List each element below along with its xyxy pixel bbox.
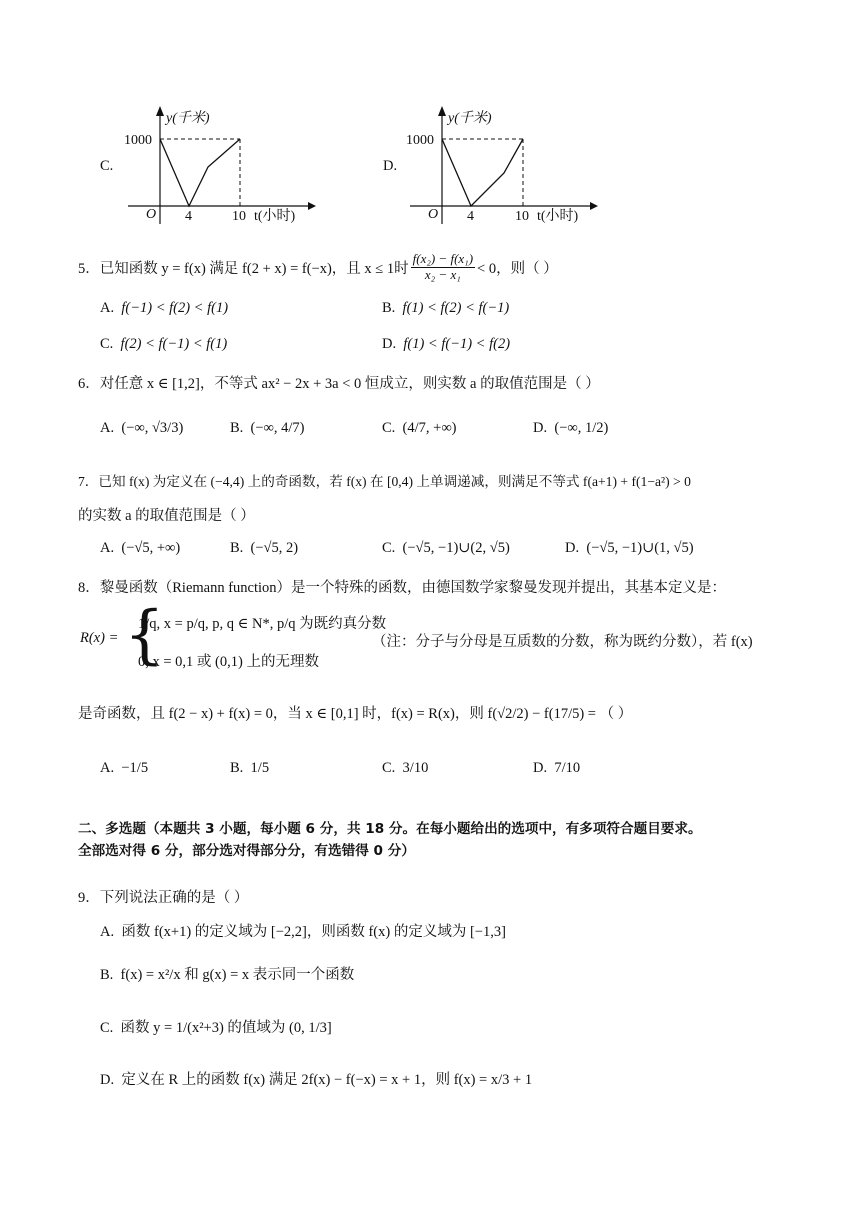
q8-option-a[interactable] — [100, 760, 148, 777]
q8-option-d-text: 7/10 — [554, 760, 581, 776]
graph-d-option-label: D. — [383, 158, 398, 174]
q9-option-d-label: D. — [100, 1072, 115, 1088]
q9-option-b[interactable] — [100, 963, 354, 984]
q6-option-d-text: (−∞, 1/2) — [554, 420, 609, 436]
q6-option-a-text: (−∞, √3/3) — [121, 420, 184, 436]
graph-c — [120, 100, 320, 230]
graph-c-y-arrow — [156, 106, 164, 116]
q7-option-d[interactable] — [565, 540, 694, 557]
q7-option-c-text: (−√5, −1)∪(2, √5) — [402, 540, 510, 556]
graph-c-origin: O — [146, 207, 157, 222]
q6-option-b-label: B. — [230, 420, 244, 436]
q8-option-a-text: −1/5 — [121, 760, 149, 776]
q6-stem: 6．对任意 x ∈ [1,2]，不等式 ax² − 2x + 3a < 0 恒成立，则实数 a 的取值范围是（ ） — [78, 376, 600, 392]
q7-option-a-label: A. — [100, 540, 115, 556]
q5-option-a-text: f(−1) < f(2) < f(1) — [121, 300, 229, 316]
q7-option-b-text: (−√5, 2) — [250, 540, 299, 556]
graph-d-x-label: t(小时) — [537, 209, 579, 224]
q8-def-note: （注：分子与分母是互质数的分数，称为既约分数），若 f(x) — [372, 634, 753, 650]
graph-c-curve — [160, 139, 240, 206]
q9-stem: 9．下列说法正确的是（ ） — [78, 890, 249, 906]
q5-frac-den: x₂ − x₁ — [424, 266, 461, 282]
q6-option-c[interactable] — [382, 420, 457, 437]
q7-option-d-text: (−√5, −1)∪(1, √5) — [586, 540, 694, 556]
q7-stem-line2: 的实数 a 的取值范围是（ ） — [78, 508, 255, 524]
q5-option-a-label: A. — [100, 300, 115, 316]
graph-c-y-label: y(千米) — [166, 111, 210, 126]
graph-d-origin: O — [428, 207, 439, 222]
q7-option-c-label: C. — [382, 540, 396, 556]
graph-c-x-tick-10: 10 — [232, 209, 246, 224]
graph-d-x-arrow — [590, 202, 598, 210]
q5-option-b[interactable] — [382, 300, 509, 317]
q5-option-c-label: C. — [100, 336, 114, 352]
q5-option-c-text: f(2) < f(−1) < f(1) — [120, 336, 228, 352]
q9-option-a-text: 函数 f(x+1) 的定义域为 [−2,2]，则函数 f(x) 的定义域为 [−1,3] — [121, 924, 506, 940]
q8-option-c-text: 3/10 — [402, 760, 429, 776]
graph-d-x-tick-4: 4 — [467, 209, 474, 224]
q7-option-d-label: D. — [565, 540, 580, 556]
q7-stem-line1: 7．已知 f(x) 为定义在 (−4,4) 上的奇函数，若 f(x) 在 [0,4) 上单调递减，则满足不等式 f(a+1) + f(1−a²) > 0 — [78, 474, 691, 489]
q6-option-d-label: D. — [533, 420, 548, 436]
q6-option-c-label: C. — [382, 420, 396, 436]
q8-option-c[interactable] — [382, 760, 428, 777]
q8-def-case1: 1/q, x = p/q, p, q ∈ N*, p/q 为既约真分数 — [138, 616, 387, 632]
q9-option-d[interactable] — [100, 1068, 532, 1089]
q8-option-b[interactable] — [230, 760, 269, 777]
q5-frac-num: f(x₂) − f(x₁) — [412, 251, 474, 266]
graph-c-x-label: t(小时) — [254, 209, 296, 224]
q8-stem-line3: 是奇函数，且 f(2 − x) + f(x) = 0，当 x ∈ [0,1] 时，f(x) = R(x)，则 f(√2/2) − f(17/5) = （ ） — [78, 706, 633, 722]
graph-c-x-tick-4: 4 — [185, 209, 192, 224]
q6-option-c-text: (4/7, +∞) — [402, 420, 457, 436]
q9-option-b-label: B. — [100, 967, 114, 983]
q7-option-b-label: B. — [230, 540, 244, 556]
q5-option-d-label: D. — [382, 336, 397, 352]
q8-option-b-text: 1/5 — [250, 760, 270, 776]
q9-option-c[interactable] — [100, 1016, 332, 1037]
graph-c-y-tick: 1000 — [124, 133, 152, 148]
q6-option-a-label: A. — [100, 420, 115, 436]
graph-d-curve — [442, 139, 523, 206]
q7-option-c[interactable] — [382, 540, 510, 557]
q7-option-b[interactable] — [230, 540, 298, 557]
q8-option-a-label: A. — [100, 760, 115, 776]
q9-option-c-label: C. — [100, 1020, 114, 1036]
q5-option-b-text: f(1) < f(2) < f(−1) — [402, 300, 510, 316]
q8-brace: { — [124, 598, 165, 672]
q6-option-d[interactable] — [533, 420, 608, 437]
q8-def-lhs: R(x) = — [80, 630, 119, 646]
q7-option-a-text: (−√5, +∞) — [121, 540, 181, 556]
q7-option-a[interactable] — [100, 540, 180, 557]
q8-option-d-label: D. — [533, 760, 548, 776]
graph-c-option-label: C. — [100, 158, 114, 174]
q9-option-a-label: A. — [100, 924, 115, 940]
q8-option-b-label: B. — [230, 760, 244, 776]
graph-d — [402, 100, 602, 230]
q6-option-b[interactable] — [230, 420, 305, 437]
q9-option-c-text: 函数 y = 1/(x²+3) 的值域为 (0, 1/3] — [120, 1020, 332, 1036]
q5-option-d-text: f(1) < f(−1) < f(2) — [403, 336, 511, 352]
q5-option-b-label: B. — [382, 300, 396, 316]
q9-option-b-text: f(x) = x²/x 和 g(x) = x 表示同一个函数 — [120, 967, 355, 983]
graph-d-y-tick: 1000 — [406, 133, 434, 148]
q8-option-d[interactable] — [533, 760, 580, 777]
graph-d-y-arrow — [438, 106, 446, 116]
q5-option-a[interactable] — [100, 300, 228, 317]
q6-option-b-text: (−∞, 4/7) — [250, 420, 305, 436]
graph-d-x-tick-10: 10 — [515, 209, 529, 224]
q9-option-d-text: 定义在 R 上的函数 f(x) 满足 2f(x) − f(−x) = x + 1，则 f(x) = x/3 + 1 — [121, 1072, 533, 1088]
section2-header-line2: 全部选对得 6 分，部分选对得部分分，有选错得 0 分） — [78, 843, 415, 859]
q5-stem — [78, 252, 558, 283]
q5-option-d[interactable] — [382, 336, 510, 353]
q5-stem-a: 5．已知函数 y = f(x) 满足 f(2 + x) = f(−x)，且 x ≤ 1时 — [78, 260, 409, 277]
graph-c-x-arrow — [308, 202, 316, 210]
section2-header-line1: 二、多选题（本题共 3 小题，每小题 6 分，共 18 分。在每小题给出的选项中，有多项符合题目要求。 — [78, 821, 702, 837]
q5-option-c[interactable] — [100, 336, 227, 353]
q8-stem-line1: 8．黎曼函数（Riemann function）是一个特殊的函数，由德国数学家黎曼发现并提出，其基本定义是： — [78, 580, 727, 596]
q8-option-c-label: C. — [382, 760, 396, 776]
q8-def-case2: 0, x = 0,1 或 (0,1) 上的无理数 — [138, 654, 319, 670]
q6-option-a[interactable] — [100, 420, 183, 437]
q5-fraction — [411, 252, 475, 283]
graph-d-y-label: y(千米) — [448, 111, 492, 126]
q9-option-a[interactable] — [100, 920, 506, 941]
q5-stem-b: < 0，则（ ） — [477, 260, 558, 277]
